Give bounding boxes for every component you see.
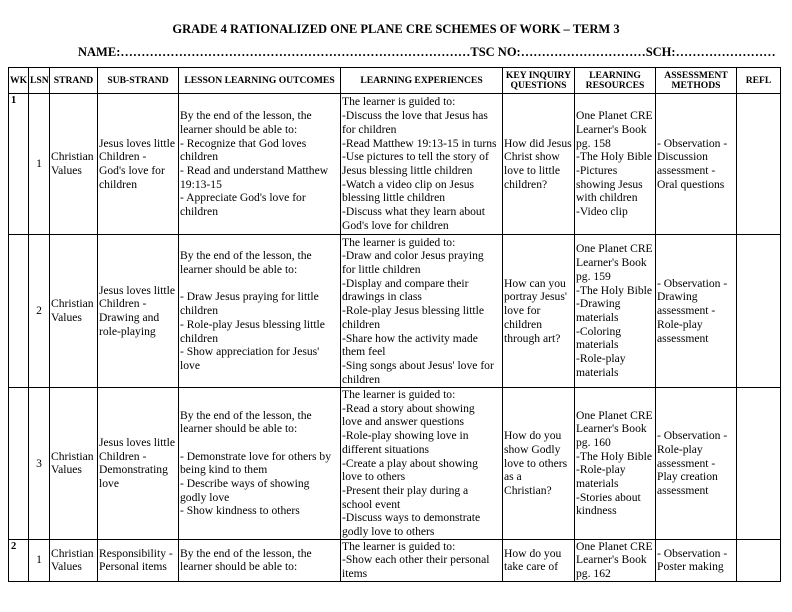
cell-learning-outcomes xyxy=(179,235,341,388)
cell-line: items xyxy=(342,567,368,581)
cell-line: One Planet CRE xyxy=(576,242,653,256)
schemes-of-work-table xyxy=(8,67,781,582)
cell-line: through art? xyxy=(504,331,561,345)
table-header-row xyxy=(9,68,781,94)
cell-line: By the end of the lesson, the xyxy=(180,546,312,560)
table-row xyxy=(9,235,781,388)
cell-line: love to little xyxy=(504,164,561,177)
cell-line: The learner is guided to: xyxy=(342,388,456,401)
cell-learning-outcomes xyxy=(179,94,341,235)
col-header-refl: REFL xyxy=(737,68,781,94)
cell-line: Role-play xyxy=(657,442,703,456)
cell-line: By the end of the lesson, the xyxy=(180,109,312,123)
cell-line: -Pictures xyxy=(576,164,618,177)
cell-line: - Observation - xyxy=(657,136,728,150)
cell-line: Christian xyxy=(51,546,94,560)
cell-line: Christian xyxy=(51,150,94,164)
cell-line: One Planet CRE xyxy=(576,539,653,553)
cell-line: Learner's Book xyxy=(576,422,647,436)
cell-key-inquiry-questions xyxy=(503,235,575,388)
cell-line: Christian xyxy=(51,297,94,311)
cell-line: showing Jesus xyxy=(576,177,643,191)
cell-week xyxy=(9,388,29,540)
cell-line: blessing little children xyxy=(342,191,446,205)
cell-line: -Create a play about showing xyxy=(342,456,478,470)
cell-line: assessment - xyxy=(657,304,716,318)
cell-line: love xyxy=(180,358,200,372)
cell-line: for children xyxy=(342,122,397,136)
cell-line: Learner's Book xyxy=(576,256,647,270)
table-row xyxy=(9,388,781,540)
cell-line: pg. 158 xyxy=(576,136,611,150)
cell-line: materials xyxy=(576,311,619,324)
cell-line: Children - xyxy=(99,297,147,311)
cell-line: Values xyxy=(51,311,82,324)
cell-line: - Show appreciation for Jesus' xyxy=(180,345,320,359)
cell-line: portray Jesus' xyxy=(504,290,567,304)
cell-line: Christian? xyxy=(504,483,552,497)
document-title: GRADE 4 RATIONALIZED ONE PLANE CRE SCHEMES OF WORK – TERM 3 xyxy=(172,22,620,36)
cell-line: being kind to them xyxy=(180,463,268,477)
cell-line: children xyxy=(180,205,218,219)
cell-line: How did Jesus xyxy=(504,136,572,150)
cell-learning-experiences xyxy=(341,94,503,235)
cell-line: children xyxy=(342,372,380,386)
cell-line: assessment - xyxy=(657,164,716,177)
cell-line: assessment - xyxy=(657,456,716,470)
cell-assessment-methods xyxy=(656,94,737,235)
cell-line: -Coloring xyxy=(576,324,622,338)
col-header-questions: KEY INQUIRY QUESTIONS xyxy=(503,68,575,94)
cell-line: - Role-play Jesus blessing little xyxy=(180,317,325,331)
cell-line: Role-play xyxy=(657,317,703,331)
cell-line: love and answer questions xyxy=(342,415,465,429)
cell-line: One Planet CRE xyxy=(576,408,653,422)
name-tsc-school-line: NAME:…………………………………………………………………………TSC NO:…………………………SCH:…………………… xyxy=(78,45,776,59)
cell-line: -Share how the activity made xyxy=(342,331,478,345)
table-row xyxy=(9,94,781,235)
cell-lesson: 1 xyxy=(29,94,50,235)
cell-line: learner should be able to: xyxy=(180,422,298,436)
cell-line: godly love xyxy=(180,490,230,504)
cell-assessment-methods xyxy=(656,235,737,388)
col-header-strand: STRAND xyxy=(50,68,98,94)
cell-learning-outcomes xyxy=(179,388,341,540)
cell-line: -Draw and color Jesus praying xyxy=(342,249,484,263)
cell-line: take care of xyxy=(504,560,559,574)
cell-line: materials xyxy=(576,338,619,352)
cell-line: - Appreciate God's love for xyxy=(180,191,306,205)
cell-line: - Demonstrate love for others by xyxy=(180,449,331,463)
cell-line: The learner is guided to: xyxy=(342,95,456,109)
cell-line: different situations xyxy=(342,442,430,456)
cell-week xyxy=(9,235,29,388)
col-header-resources: LEARNING RESOURCES xyxy=(575,68,656,94)
cell-line: Poster making xyxy=(657,560,724,574)
cell-sub-strand xyxy=(98,94,179,235)
cell-line: - Observation - xyxy=(657,546,728,560)
cell-reflection xyxy=(737,94,781,235)
cell-line xyxy=(180,277,339,291)
cell-line: drawings in class xyxy=(342,290,422,304)
cell-sub-strand xyxy=(98,235,179,388)
cell-line: Demonstrating xyxy=(99,463,168,477)
cell-line: Values xyxy=(51,463,82,477)
cell-reflection xyxy=(737,235,781,388)
cell-line: Children - xyxy=(99,150,147,164)
cell-line: children xyxy=(99,177,137,191)
cell-line: By the end of the lesson, the xyxy=(180,249,312,263)
cell-line: - Recognize that God loves xyxy=(180,136,307,150)
col-header-wk: WK xyxy=(9,68,29,94)
cell-line: children xyxy=(180,150,218,164)
cell-line: -Watch a video clip on Jesus xyxy=(342,177,475,191)
cell-assessment-methods xyxy=(656,388,737,540)
cell-week: 1 xyxy=(9,94,29,235)
cell-reflection xyxy=(737,388,781,540)
cell-line: -Role-play xyxy=(576,352,626,366)
cell-sub-strand xyxy=(98,388,179,540)
cell-key-inquiry-questions xyxy=(503,539,575,581)
cell-line: love for xyxy=(504,304,541,318)
cell-line: as a xyxy=(504,470,522,484)
cell-learning-resources xyxy=(575,235,656,388)
cell-line: God's love for children xyxy=(342,218,449,232)
table-row xyxy=(9,539,781,581)
cell-line: Christ show xyxy=(504,150,560,164)
cell-line: Discussion xyxy=(657,150,708,164)
cell-line: Christian xyxy=(51,449,94,463)
cell-learning-outcomes xyxy=(179,539,341,581)
cell-line: Children - xyxy=(99,449,147,463)
cell-line: How do you xyxy=(504,546,562,560)
col-header-lsn: LSN xyxy=(29,68,50,94)
cell-line: -Read a story about showing xyxy=(342,401,475,415)
cell-line: Responsibility - xyxy=(99,546,173,560)
cell-line: Play creation xyxy=(657,470,718,484)
cell-line: Drawing xyxy=(657,290,698,304)
cell-line: -Drawing xyxy=(576,297,621,311)
cell-line xyxy=(180,436,339,450)
cell-learning-experiences xyxy=(341,388,503,540)
cell-line: -The Holy Bible xyxy=(576,283,652,297)
cell-line: - Show kindness to others xyxy=(180,504,300,518)
cell-line: children xyxy=(180,331,218,345)
cell-line: 19:13-15 xyxy=(180,177,222,191)
cell-line: -Sing songs about Jesus' love for xyxy=(342,358,494,372)
cell-learning-resources xyxy=(575,539,656,581)
cell-line: kindness xyxy=(576,504,617,518)
cell-line: -Stories about xyxy=(576,490,641,504)
col-header-outcomes: LESSON LEARNING OUTCOMES xyxy=(179,68,341,94)
cell-key-inquiry-questions xyxy=(503,94,575,235)
cell-learning-resources xyxy=(575,94,656,235)
cell-line: pg. 160 xyxy=(576,435,611,449)
cell-strand xyxy=(50,539,98,581)
cell-line: How can you xyxy=(504,276,566,290)
cell-key-inquiry-questions xyxy=(503,388,575,540)
cell-line: materials xyxy=(576,365,619,379)
cell-line: children xyxy=(342,317,380,331)
cell-line: By the end of the lesson, the xyxy=(180,408,312,422)
cell-reflection xyxy=(737,539,781,581)
cell-line: -Role-play showing love in xyxy=(342,429,469,443)
cell-line: -Video clip xyxy=(576,205,628,219)
cell-strand xyxy=(50,388,98,540)
cell-line: -Read Matthew 19:13-15 in turns xyxy=(342,136,497,150)
cell-line: godly love to others xyxy=(342,525,435,539)
cell-strand xyxy=(50,94,98,235)
cell-line: role-playing xyxy=(99,324,156,338)
cell-line: -Discuss ways to demonstrate xyxy=(342,511,481,525)
cell-line: love to others xyxy=(342,470,406,484)
cell-line: - Describe ways of showing xyxy=(180,477,310,491)
cell-line: Jesus loves little xyxy=(99,283,175,297)
cell-strand xyxy=(50,235,98,388)
cell-sub-strand xyxy=(98,539,179,581)
cell-line: -Display and compare their xyxy=(342,276,469,290)
cell-line: with children xyxy=(576,191,638,205)
cell-line: Drawing and xyxy=(99,311,160,324)
cell-line: learner should be able to: xyxy=(180,263,298,277)
cell-line: children? xyxy=(504,177,548,191)
cell-line: learner should be able to: xyxy=(180,560,298,574)
cell-lesson: 2 xyxy=(29,235,50,388)
cell-line: pg. 162 xyxy=(576,567,611,581)
cell-line: -Discuss what they learn about xyxy=(342,205,485,219)
cell-line: children xyxy=(504,317,542,331)
cell-line: The learner is guided to: xyxy=(342,235,456,249)
cell-lesson: 3 xyxy=(29,388,50,540)
cell-line: - Observation - xyxy=(657,276,728,290)
cell-line: How do you xyxy=(504,429,562,443)
cell-line: assessment xyxy=(657,331,709,345)
cell-learning-resources xyxy=(575,388,656,540)
cell-line: -Show each other their personal xyxy=(342,553,490,567)
cell-line: -Use pictures to tell the story of xyxy=(342,150,489,164)
cell-line: Jesus loves little xyxy=(99,435,175,449)
cell-line: -Discuss the love that Jesus has xyxy=(342,109,488,123)
cell-line: pg. 159 xyxy=(576,269,611,283)
cell-line: -The Holy Bible xyxy=(576,449,652,463)
cell-learning-experiences xyxy=(341,235,503,388)
cell-learning-experiences xyxy=(341,539,503,581)
cell-line: Values xyxy=(51,560,82,574)
cell-line: Values xyxy=(51,164,82,177)
cell-line: - Read and understand Matthew xyxy=(180,164,329,177)
cell-lesson: 1 xyxy=(29,539,50,581)
cell-line: One Planet CRE xyxy=(576,109,653,123)
col-header-experiences: LEARNING EXPERIENCES xyxy=(341,68,503,94)
cell-line: Personal items xyxy=(99,560,167,574)
cell-line: Jesus loves little xyxy=(99,136,175,150)
cell-line: Learner's Book xyxy=(576,122,647,136)
cell-line: for little children xyxy=(342,263,421,277)
cell-line: Oral questions xyxy=(657,177,725,191)
cell-line: show Godly xyxy=(504,442,561,456)
cell-line: - Observation - xyxy=(657,429,728,443)
cell-line: -Present their play during a xyxy=(342,483,469,497)
cell-line: -Role-play xyxy=(576,463,626,477)
cell-assessment-methods xyxy=(656,539,737,581)
cell-line: -The Holy Bible xyxy=(576,150,652,164)
cell-line: materials xyxy=(576,477,619,491)
col-header-sub-strand: SUB-STRAND xyxy=(98,68,179,94)
cell-line: -Role-play Jesus blessing little xyxy=(342,304,485,318)
cell-week: 2 xyxy=(9,539,29,581)
cell-line: Learner's Book xyxy=(576,553,647,567)
cell-line: children xyxy=(180,304,218,318)
cell-line: them feel xyxy=(342,345,386,359)
cell-line: love xyxy=(99,477,119,491)
cell-line: Jesus blessing little children xyxy=(342,164,473,177)
cell-line: God's love for xyxy=(99,164,165,177)
cell-line: love to others xyxy=(504,456,568,470)
col-header-assessment: ASSESSMENT METHODS xyxy=(656,68,737,94)
cell-line: learner should be able to: xyxy=(180,122,298,136)
cell-line: The learner is guided to: xyxy=(342,539,456,553)
cell-line: school event xyxy=(342,497,401,511)
cell-line: assessment xyxy=(657,483,709,497)
cell-line: - Draw Jesus praying for little xyxy=(180,290,319,304)
